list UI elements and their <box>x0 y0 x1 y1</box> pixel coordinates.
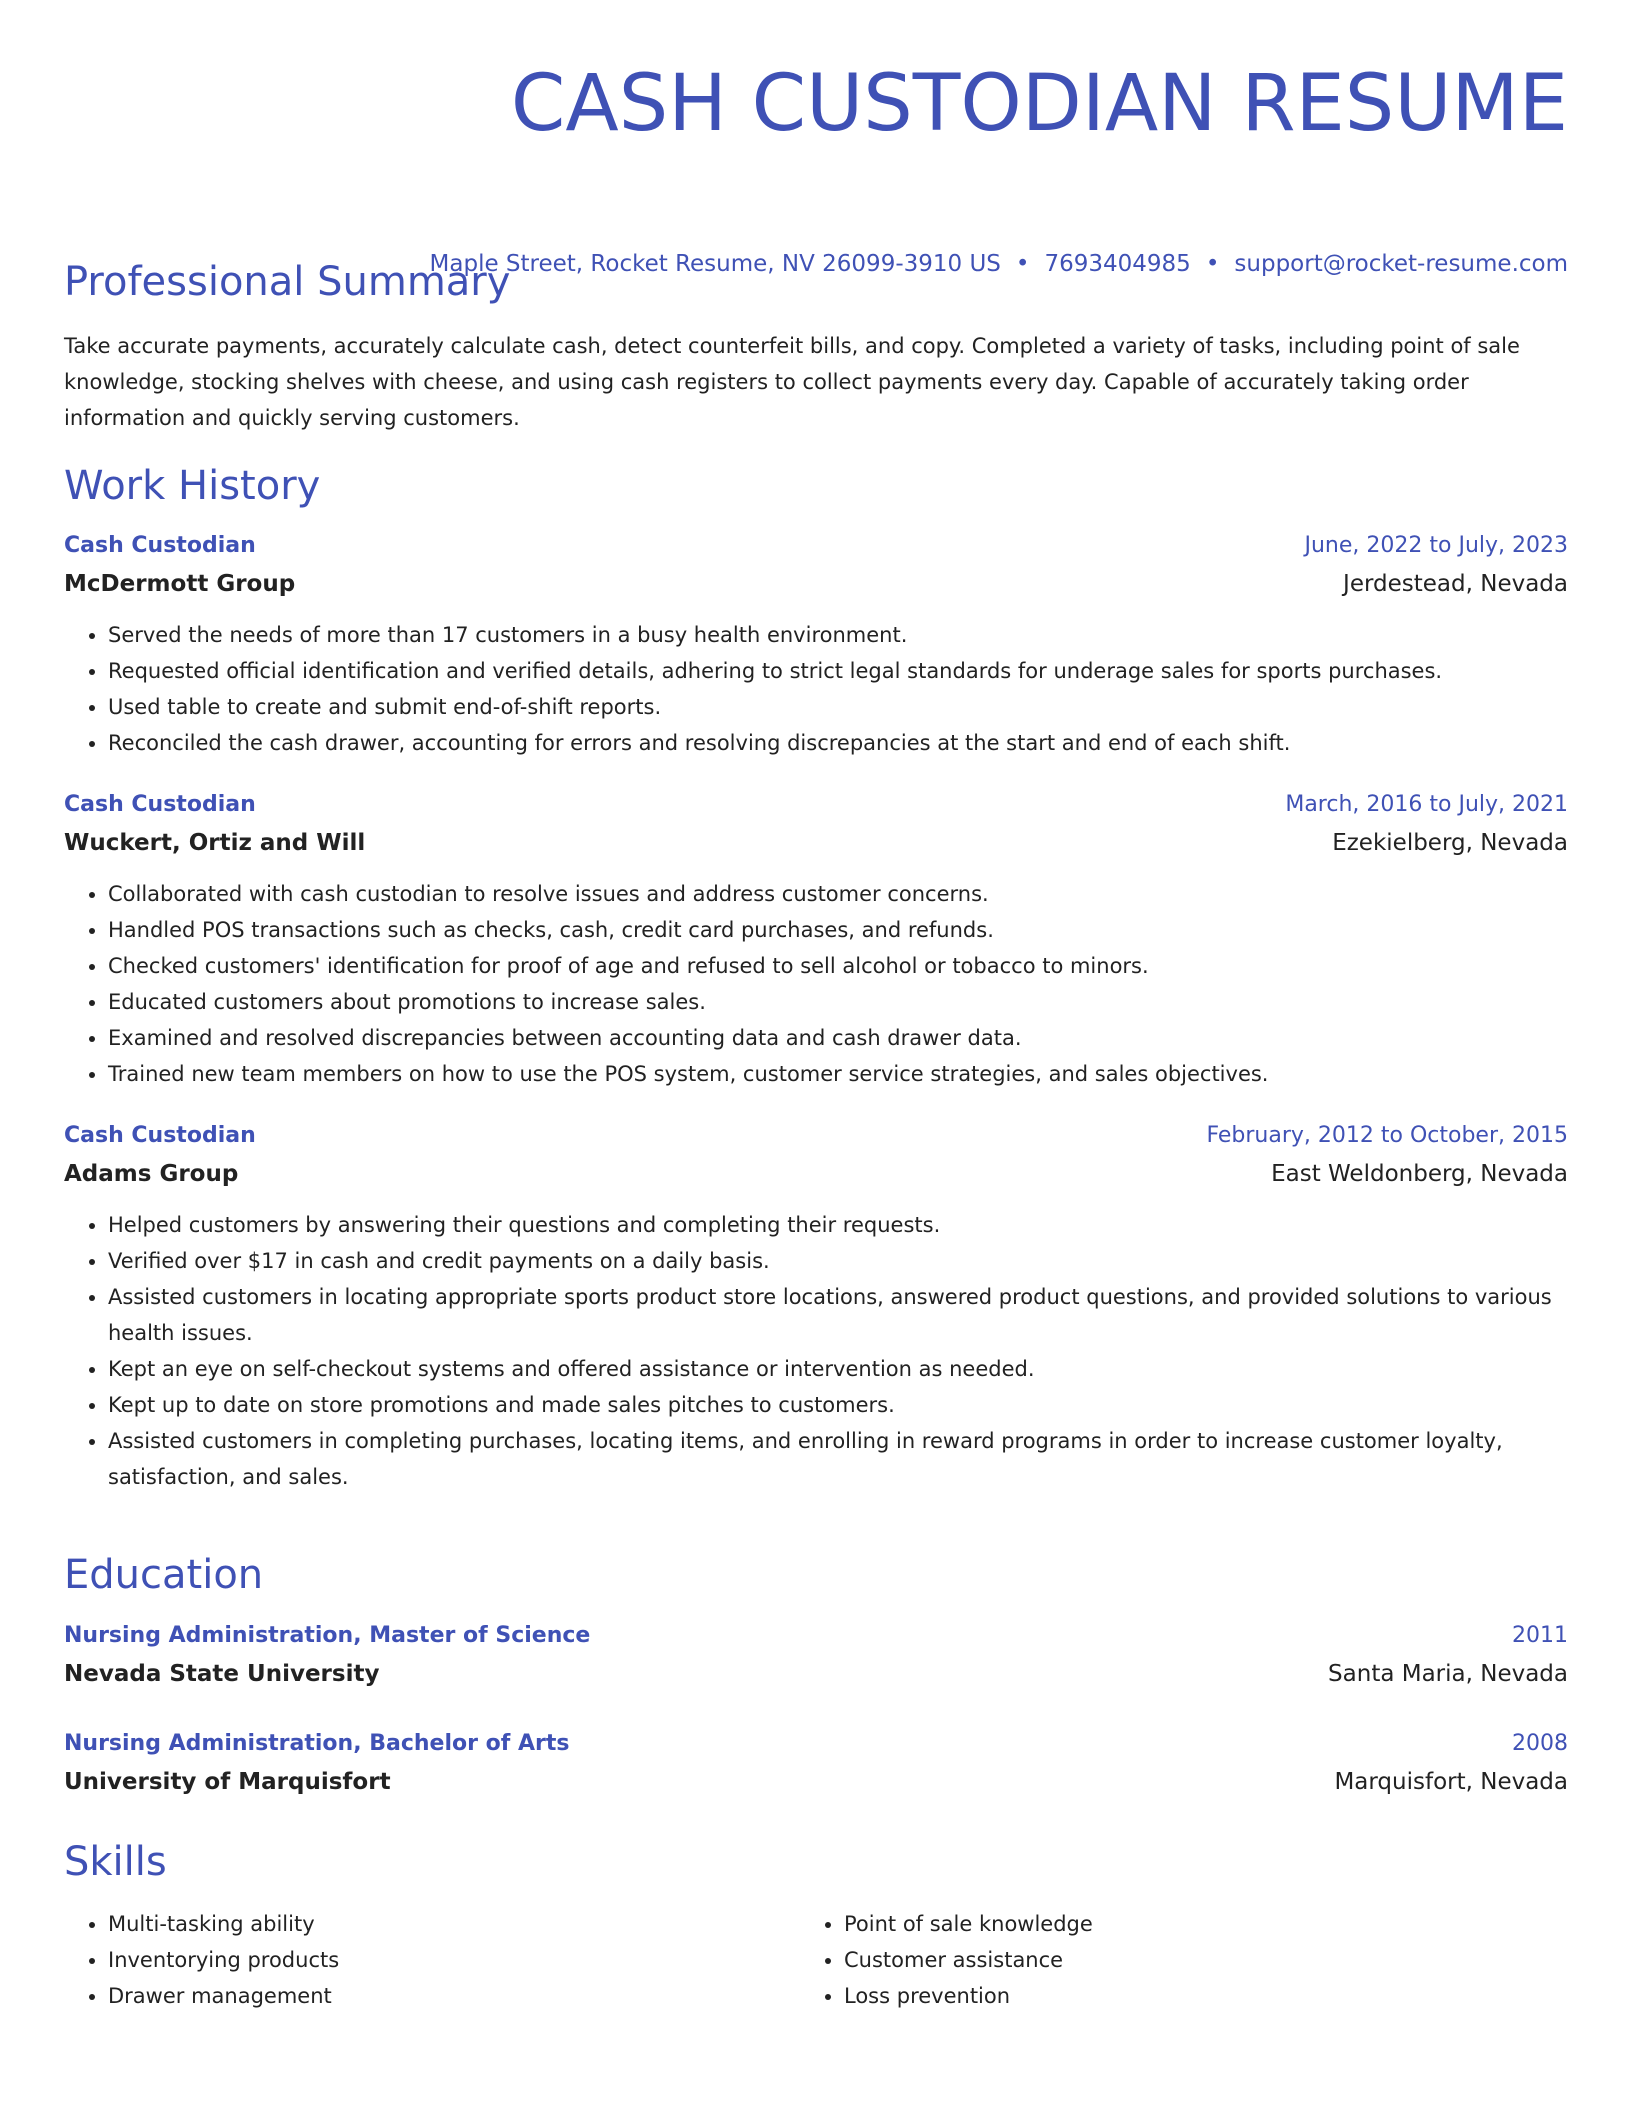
contact-email[interactable]: support@rocket-resume.com <box>1234 251 1568 277</box>
job-dates: June, 2022 to July, 2023 <box>1304 533 1568 558</box>
summary-section <box>64 258 1568 436</box>
resume-title: CASH CUSTODIAN RESUME <box>510 59 1568 149</box>
education-degree: Nursing Administration, Bachelor of Arts <box>64 1731 570 1756</box>
job-role: Cash Custodian <box>64 1123 256 1148</box>
job-subheader <box>64 824 1568 862</box>
job-location: East Weldonberg, Nevada <box>1271 1161 1568 1187</box>
contact-separator: • <box>1205 251 1220 277</box>
education-location: Santa Maria, Nevada <box>1328 1661 1568 1687</box>
education-entry <box>64 1725 1568 1801</box>
job-bullet: • Kept an eye on self-checkout systems and offered assistance or intervention as needed. <box>108 1351 1568 1387</box>
education-school: Nevada State University <box>64 1661 380 1687</box>
job-bullet: • Handled POS transactions such as checks, cash, credit card purchases, and refunds. <box>108 912 1568 948</box>
job-location: Jerdestead, Nevada <box>1343 571 1568 597</box>
job-bullets <box>64 876 1568 1092</box>
job-header <box>64 527 1568 565</box>
job-bullet: • Served the needs of more than 17 customers in a busy health environment. <box>108 617 1568 653</box>
job-bullet: • Requested official identification and verified details, adhering to strict legal standards for underage sales for sports purchases. <box>108 653 1568 689</box>
job-dates: February, 2012 to October, 2015 <box>1206 1123 1568 1148</box>
job-role: Cash Custodian <box>64 533 256 558</box>
job-location: Ezekielberg, Nevada <box>1332 830 1568 856</box>
job-company: McDermott Group <box>64 571 296 597</box>
job-bullet: • Examined and resolved discrepancies between accounting data and cash drawer data. <box>108 1020 1568 1056</box>
section-title-summary: Professional Summary <box>64 259 511 305</box>
education-subheader <box>64 1763 1568 1801</box>
skill-item: • Drawer management <box>108 1978 800 2014</box>
job-bullet: • Reconciled the cash drawer, accounting for errors and resolving discrepancies at the start and end of each shift. <box>108 725 1568 761</box>
job-role: Cash Custodian <box>64 792 256 817</box>
skills-columns <box>64 1906 1568 2014</box>
section-title-skills: Skills <box>64 1839 167 1885</box>
summary-text: Take accurate payments, accurately calculate cash, detect counterfeit bills, and copy. Completed a variety of tasks, including point of sale knowledge, stocking shelves with cheese, and using cash registers to collect payments every day. Capable of accurately taking order information and quickly serving customers. <box>64 334 1520 430</box>
education-school: University of Marquisfort <box>64 1769 391 1795</box>
job-entry <box>64 1117 1568 1495</box>
job-bullet: • Checked customers' identification for proof of age and refused to sell alcohol or tobacco to minors. <box>108 948 1568 984</box>
job-entry <box>64 527 1568 761</box>
education-year: 2008 <box>1512 1731 1568 1756</box>
skills-section <box>64 1838 1568 2014</box>
job-dates: March, 2016 to July, 2021 <box>1285 792 1568 817</box>
skills-column-left <box>64 1906 800 2014</box>
skill-item: • Loss prevention <box>844 1978 1536 2014</box>
education-header <box>64 1725 1568 1763</box>
skill-item: • Inventorying products <box>108 1942 800 1978</box>
job-bullet: • Assisted customers in completing purchases, locating items, and enrolling in reward programs in order to increase customer loyalty, satisfaction, and sales. <box>108 1423 1568 1495</box>
skills-column-right <box>800 1906 1536 2014</box>
contact-separator: • <box>1015 251 1030 277</box>
job-bullet: • Assisted customers in locating appropriate sports product store locations, answered product questions, and provided solutions to various health issues. <box>108 1279 1568 1351</box>
job-bullet: • Collaborated with cash custodian to resolve issues and address customer concerns. <box>108 876 1568 912</box>
job-subheader <box>64 1155 1568 1193</box>
job-header <box>64 1117 1568 1155</box>
education-subheader <box>64 1655 1568 1693</box>
job-company: Wuckert, Ortiz and Will <box>64 830 366 856</box>
job-bullet: • Helped customers by answering their questions and completing their requests. <box>108 1207 1568 1243</box>
job-entry <box>64 786 1568 1092</box>
resume-header <box>64 52 1568 156</box>
skill-item: • Customer assistance <box>844 1942 1536 1978</box>
skill-item: • Multi-tasking ability <box>108 1906 800 1942</box>
job-company: Adams Group <box>64 1161 239 1187</box>
job-header <box>64 786 1568 824</box>
job-bullets <box>64 1207 1568 1495</box>
education-degree: Nursing Administration, Master of Science <box>64 1623 591 1648</box>
skill-item: • Point of sale knowledge <box>844 1906 1536 1942</box>
job-bullet: • Trained new team members on how to use the POS system, customer service strategies, and sales objectives. <box>108 1056 1568 1092</box>
education-location: Marquisfort, Nevada <box>1334 1769 1568 1795</box>
section-title-education: Education <box>64 1552 264 1598</box>
section-title-work: Work History <box>64 463 321 509</box>
education-year: 2011 <box>1512 1623 1568 1648</box>
job-bullet: • Verified over $17 in cash and credit payments on a daily basis. <box>108 1243 1568 1279</box>
job-subheader <box>64 565 1568 603</box>
job-bullet: • Kept up to date on store promotions and made sales pitches to customers. <box>108 1387 1568 1423</box>
education-section <box>64 1551 1568 1801</box>
contact-address: Maple Street, Rocket Resume, NV 26099-3910 US <box>429 251 1001 277</box>
education-header <box>64 1617 1568 1655</box>
work-section <box>64 462 1568 1495</box>
job-bullet: • Used table to create and submit end-of-shift reports. <box>108 689 1568 725</box>
job-bullets <box>64 617 1568 761</box>
job-bullet: • Educated customers about promotions to increase sales. <box>108 984 1568 1020</box>
contact-phone: 7693404985 <box>1044 251 1191 277</box>
education-entry <box>64 1617 1568 1693</box>
